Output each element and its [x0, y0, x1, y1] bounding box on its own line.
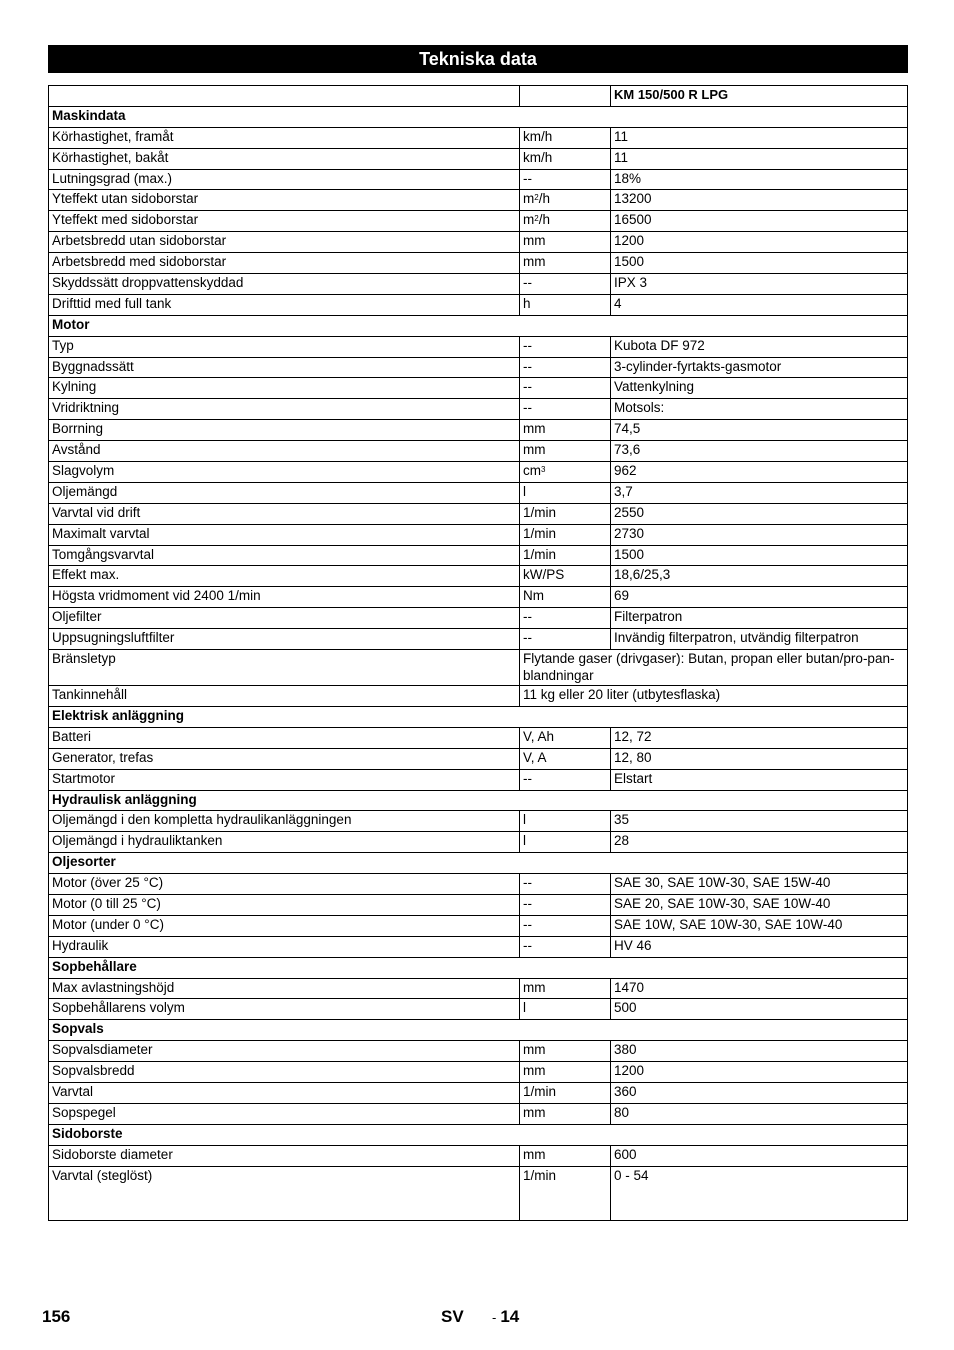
table-row [49, 1103, 908, 1124]
table-row [49, 915, 908, 936]
row-label: Skyddssätt droppvattenskyddad [49, 274, 520, 295]
row-unit: -- [520, 274, 611, 295]
table-row [49, 399, 908, 420]
row-label: Motor (0 till 25 °C) [49, 894, 520, 915]
row-value: 69 [611, 587, 908, 608]
row-unit: 1/min [520, 1082, 611, 1103]
table-row [49, 545, 908, 566]
row-label: Tankinnehåll [49, 686, 520, 707]
row-value: SAE 20, SAE 10W-30, SAE 10W-40 [611, 894, 908, 915]
row-label: Startmotor [49, 769, 520, 790]
row-value: 0 - 54 [611, 1166, 908, 1220]
row-label: Arbetsbredd med sidoborstar [49, 253, 520, 274]
row-unit [520, 211, 611, 232]
row-value: SAE 30, SAE 10W-30, SAE 15W-40 [611, 874, 908, 895]
page-index-dash: - [492, 1310, 497, 1325]
row-unit: -- [520, 608, 611, 629]
row-label: Max avlastningshöjd [49, 978, 520, 999]
row-label: Motor (under 0 °C) [49, 915, 520, 936]
table-row [49, 524, 908, 545]
section-header-row [49, 790, 908, 811]
row-value: HV 46 [611, 936, 908, 957]
unit-base: cm [523, 463, 541, 479]
row-unit: mm [520, 978, 611, 999]
row-label: Sopbehållarens volym [49, 999, 520, 1020]
unit-tail: /h [538, 191, 550, 207]
row-unit: mm [520, 1103, 611, 1124]
table-row [49, 274, 908, 295]
table-row [49, 169, 908, 190]
table-row [49, 566, 908, 587]
row-label: Varvtal vid drift [49, 503, 520, 524]
unit-superscript: 3 [541, 465, 546, 475]
page-number: 156 [42, 1307, 71, 1326]
row-unit: -- [520, 169, 611, 190]
row-value: SAE 10W, SAE 10W-30, SAE 10W-40 [611, 915, 908, 936]
row-label: Slagvolym [49, 462, 520, 483]
row-label: Maximalt varvtal [49, 524, 520, 545]
table-row [49, 190, 908, 211]
row-value: 500 [611, 999, 908, 1020]
row-value: 1470 [611, 978, 908, 999]
table-row [49, 769, 908, 790]
row-unit: V, A [520, 748, 611, 769]
row-value: 18,6/25,3 [611, 566, 908, 587]
row-unit [520, 190, 611, 211]
row-label: Högsta vridmoment vid 2400 1/min [49, 587, 520, 608]
row-unit: -- [520, 769, 611, 790]
row-unit: kW/PS [520, 566, 611, 587]
row-value: Filterpatron [611, 608, 908, 629]
table-row [49, 462, 908, 483]
row-unit: -- [520, 378, 611, 399]
row-value: 28 [611, 832, 908, 853]
table-row [49, 999, 908, 1020]
table-row [49, 148, 908, 169]
row-value: 600 [611, 1145, 908, 1166]
table-row [49, 587, 908, 608]
table-row [49, 832, 908, 853]
row-unit: mm [520, 441, 611, 462]
row-value: 11 [611, 148, 908, 169]
section-header-row [49, 106, 908, 127]
table-row [49, 874, 908, 895]
table-row [49, 608, 908, 629]
row-unit: mm [520, 253, 611, 274]
row-label: Varvtal [49, 1082, 520, 1103]
row-unit: l [520, 832, 611, 853]
header-label-cell [49, 86, 520, 107]
row-unit: -- [520, 357, 611, 378]
row-merged-value: 11 kg eller 20 liter (utbytesflaska) [520, 686, 908, 707]
unit-superscript: 2 [534, 214, 539, 224]
row-value: 4 [611, 294, 908, 315]
row-label: Sopvalsdiameter [49, 1041, 520, 1062]
row-label: Körhastighet, bakåt [49, 148, 520, 169]
section-header-row [49, 1124, 908, 1145]
row-value: 1500 [611, 545, 908, 566]
table-row [49, 629, 908, 650]
row-label: Kylning [49, 378, 520, 399]
table-row [49, 211, 908, 232]
row-unit: -- [520, 336, 611, 357]
row-value: 3,7 [611, 482, 908, 503]
row-label: Lutningsgrad (max.) [49, 169, 520, 190]
table-row [49, 294, 908, 315]
section-title: Hydraulisk anläggning [49, 790, 908, 811]
table-row [49, 441, 908, 462]
section-header-row [49, 315, 908, 336]
table-row [49, 748, 908, 769]
row-label: Hydraulik [49, 936, 520, 957]
row-label: Drifttid med full tank [49, 294, 520, 315]
row-unit: -- [520, 936, 611, 957]
section-title: Maskindata [49, 106, 908, 127]
row-value: 16500 [611, 211, 908, 232]
table-row [49, 1166, 908, 1220]
row-label: Oljemängd i hydrauliktanken [49, 832, 520, 853]
row-label: Generator, trefas [49, 748, 520, 769]
table-row [49, 482, 908, 503]
row-value: 1200 [611, 1062, 908, 1083]
section-title: Sidoborste [49, 1124, 908, 1145]
section-title: Oljesorter [49, 853, 908, 874]
row-unit: h [520, 294, 611, 315]
row-value: 13200 [611, 190, 908, 211]
page-title: Tekniska data [48, 45, 908, 73]
table-row [49, 936, 908, 957]
row-merged-value: Flytande gaser (drivgaser): Butan, propan eller butan/pro-pan-blandningar [520, 650, 908, 686]
row-unit: mm [520, 1041, 611, 1062]
table-row [49, 1145, 908, 1166]
row-value: 11 [611, 127, 908, 148]
row-value: 18% [611, 169, 908, 190]
row-label: Motor (över 25 °C) [49, 874, 520, 895]
row-label: Avstånd [49, 441, 520, 462]
row-label: Borrning [49, 420, 520, 441]
row-label: Byggnadssätt [49, 357, 520, 378]
row-value: Vattenkylning [611, 378, 908, 399]
table-row [49, 894, 908, 915]
table-row [49, 1062, 908, 1083]
table-row [49, 357, 908, 378]
row-unit: Nm [520, 587, 611, 608]
model-name: KM 150/500 R LPG [611, 86, 908, 107]
table-row [49, 650, 908, 686]
row-label: Oljefilter [49, 608, 520, 629]
row-value: 12, 72 [611, 727, 908, 748]
row-unit: V, Ah [520, 727, 611, 748]
unit-base: m [523, 191, 535, 207]
row-unit: -- [520, 915, 611, 936]
table-row [49, 232, 908, 253]
row-label: Vridriktning [49, 399, 520, 420]
row-value: 12, 80 [611, 748, 908, 769]
row-label: Yteffekt utan sidoborstar [49, 190, 520, 211]
page-index-number: 14 [500, 1307, 520, 1326]
row-label: Typ [49, 336, 520, 357]
table-row [49, 420, 908, 441]
header-unit-cell [520, 86, 611, 107]
section-header-row [49, 1020, 908, 1041]
row-value: Kubota DF 972 [611, 336, 908, 357]
row-value: 1200 [611, 232, 908, 253]
unit-tail: /h [538, 212, 550, 228]
row-label: Bränsletyp [49, 650, 520, 686]
row-value: 360 [611, 1082, 908, 1103]
table-row [49, 336, 908, 357]
table-row [49, 811, 908, 832]
row-label: Körhastighet, framåt [49, 127, 520, 148]
row-value: 2730 [611, 524, 908, 545]
row-unit: km/h [520, 127, 611, 148]
section-title: Elektrisk anläggning [49, 706, 908, 727]
row-unit: mm [520, 1062, 611, 1083]
row-value: 73,6 [611, 441, 908, 462]
table-row [49, 127, 908, 148]
row-unit: mm [520, 420, 611, 441]
table-row [49, 686, 908, 707]
row-value: 80 [611, 1103, 908, 1124]
language-code: SV [441, 1307, 464, 1326]
page-index [492, 1307, 519, 1327]
unit-superscript: 2 [534, 193, 539, 203]
row-value: 962 [611, 462, 908, 483]
row-value: 35 [611, 811, 908, 832]
row-label: Varvtal (steglöst) [49, 1166, 520, 1220]
row-label: Sopspegel [49, 1103, 520, 1124]
row-label: Yteffekt med sidoborstar [49, 211, 520, 232]
row-value: 2550 [611, 503, 908, 524]
row-unit: l [520, 482, 611, 503]
row-value: IPX 3 [611, 274, 908, 295]
section-header-row [49, 706, 908, 727]
spec-table [48, 85, 908, 1221]
table-row [49, 1041, 908, 1062]
row-unit: l [520, 999, 611, 1020]
table-row [49, 1082, 908, 1103]
row-unit: -- [520, 874, 611, 895]
table-header-row [49, 86, 908, 107]
table-row [49, 978, 908, 999]
row-label: Tomgångsvarvtal [49, 545, 520, 566]
spec-table-body [49, 86, 908, 1221]
row-unit: mm [520, 232, 611, 253]
row-unit: -- [520, 399, 611, 420]
row-unit: -- [520, 894, 611, 915]
row-unit: 1/min [520, 545, 611, 566]
section-header-row [49, 853, 908, 874]
row-unit: 1/min [520, 1166, 611, 1220]
table-row [49, 727, 908, 748]
row-value: 380 [611, 1041, 908, 1062]
row-unit: 1/min [520, 503, 611, 524]
row-value: 74,5 [611, 420, 908, 441]
row-label: Effekt max. [49, 566, 520, 587]
row-unit: km/h [520, 148, 611, 169]
unit-base: m [523, 212, 535, 228]
table-row [49, 253, 908, 274]
row-label: Oljemängd i den kompletta hydraulikanläggningen [49, 811, 520, 832]
row-unit: l [520, 811, 611, 832]
row-value: Motsols: [611, 399, 908, 420]
row-value: 3-cylinder-fyrtakts-gasmotor [611, 357, 908, 378]
table-row [49, 503, 908, 524]
row-unit: 1/min [520, 524, 611, 545]
section-title: Sopvals [49, 1020, 908, 1041]
row-label: Oljemängd [49, 482, 520, 503]
row-unit: mm [520, 1145, 611, 1166]
row-value: Invändig filterpatron, utvändig filterpatron [611, 629, 908, 650]
section-header-row [49, 957, 908, 978]
section-title: Sopbehållare [49, 957, 908, 978]
table-row [49, 378, 908, 399]
row-label: Uppsugningsluftfilter [49, 629, 520, 650]
row-label: Arbetsbredd utan sidoborstar [49, 232, 520, 253]
row-value: 1500 [611, 253, 908, 274]
row-value: Elstart [611, 769, 908, 790]
section-title: Motor [49, 315, 908, 336]
row-label: Sopvalsbredd [49, 1062, 520, 1083]
row-label: Batteri [49, 727, 520, 748]
row-label: Sidoborste diameter [49, 1145, 520, 1166]
row-unit [520, 462, 611, 483]
row-unit: -- [520, 629, 611, 650]
